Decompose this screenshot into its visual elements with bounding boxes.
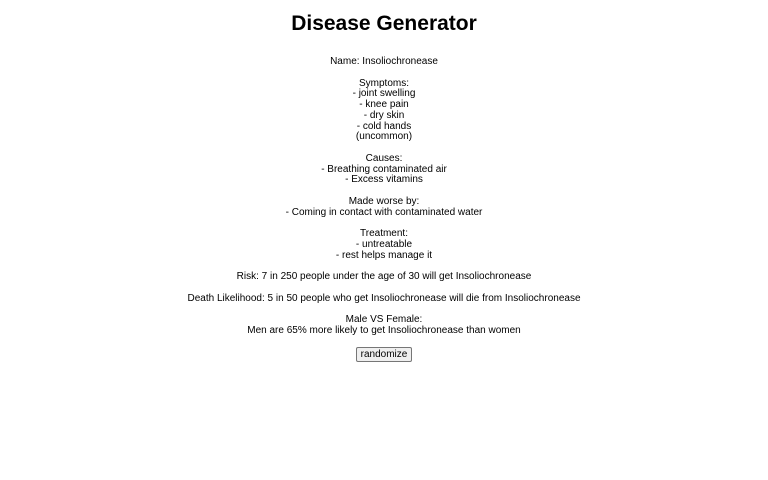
cause-item: - Breathing contaminated air (321, 163, 447, 175)
treatment-item: - untreatable (355, 238, 413, 250)
symptom-frequency-note: (uncommon) (355, 131, 413, 143)
risk-section (0, 272, 768, 283)
treatment-item: - rest helps manage it (335, 249, 433, 261)
death-likelihood-text: Death Likelihood: 5 in 50 people who get Insoliochronease will die from Insoliochronease (187, 292, 581, 304)
male-vs-female-heading: Male VS Female: (345, 314, 423, 325)
made-worse-by-section (0, 197, 768, 219)
symptoms-section (0, 79, 768, 144)
controls (0, 347, 768, 362)
risk-text: Risk: 7 in 250 people under the age of 30 will get Insoliochronease (236, 271, 532, 282)
symptoms-heading: Symptoms: (358, 77, 409, 89)
disease-name: Name: Insoliochronease (330, 56, 438, 67)
treatment-heading: Treatment: (360, 228, 408, 239)
cause-item: - Excess vitamins (345, 174, 423, 186)
made-worse-by-heading: Made worse by: (348, 195, 420, 207)
made-worse-by-item: - Coming in contact with contaminated water (285, 206, 483, 218)
male-vs-female-section (0, 315, 768, 337)
symptom-item: - dry skin (363, 109, 405, 121)
death-likelihood-section (0, 294, 768, 305)
name-section (0, 57, 768, 68)
page-title: Disease Generator (291, 12, 477, 35)
symptom-item: - joint swelling (352, 88, 416, 100)
disease-output (0, 57, 768, 362)
causes-heading: Causes: (365, 152, 403, 164)
randomize-button[interactable]: randomize (356, 347, 413, 362)
causes-section (0, 154, 768, 186)
symptom-item: - cold hands (356, 120, 412, 132)
symptom-item: - knee pain (359, 99, 409, 110)
treatment-section (0, 229, 768, 261)
male-vs-female-text: Men are 65% more likely to get Insoliochronease than women (247, 324, 521, 336)
